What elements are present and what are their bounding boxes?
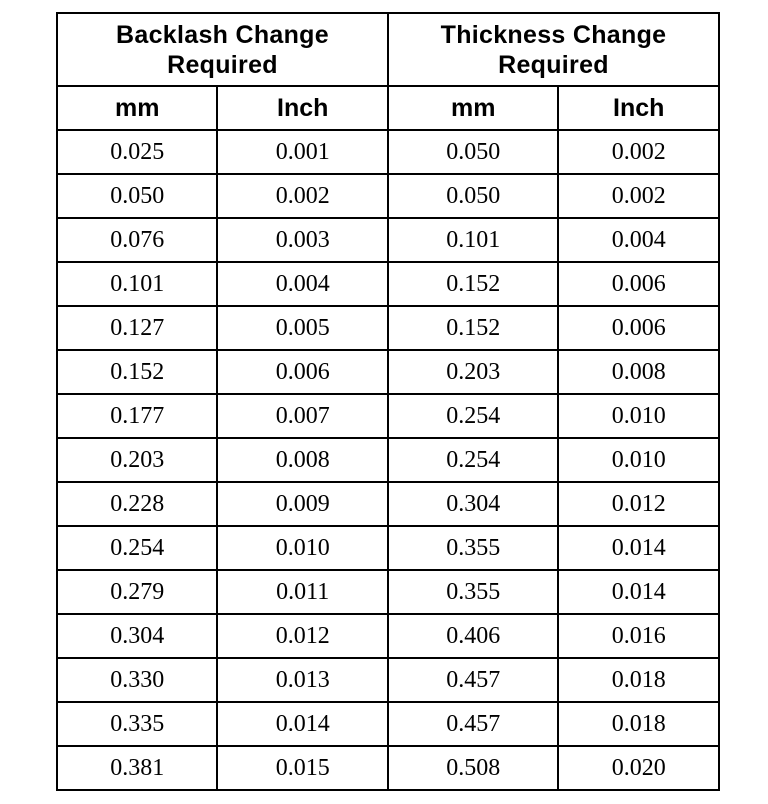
thickness-inch-cell: 0.002 — [558, 130, 719, 174]
conversion-table-container — [56, 12, 720, 791]
backlash-change-header — [57, 13, 388, 86]
thickness-inch-cell: 0.002 — [558, 174, 719, 218]
backlash-inch-cell: 0.015 — [217, 746, 388, 790]
backlash-inch-cell: 0.006 — [217, 350, 388, 394]
table-row — [57, 702, 719, 746]
backlash-thickness-table — [56, 12, 720, 791]
backlash-inch-cell: 0.003 — [217, 218, 388, 262]
backlash-inch-cell: 0.008 — [217, 438, 388, 482]
thickness-mm-cell: 0.152 — [388, 262, 559, 306]
thickness-mm-cell: 0.050 — [388, 130, 559, 174]
thickness-mm-cell: 0.355 — [388, 526, 559, 570]
thickness-mm-cell: 0.050 — [388, 174, 559, 218]
thickness-inch-cell: 0.016 — [558, 614, 719, 658]
backlash-mm-cell: 0.127 — [57, 306, 217, 350]
backlash-inch-cell: 0.012 — [217, 614, 388, 658]
backlash-inch-cell: 0.014 — [217, 702, 388, 746]
backlash-inch-cell: 0.004 — [217, 262, 388, 306]
backlash-inch-cell: 0.002 — [217, 174, 388, 218]
backlash-mm-cell: 0.025 — [57, 130, 217, 174]
thickness-header-line1: Thickness Change — [440, 20, 667, 49]
thickness-mm-cell: 0.406 — [388, 614, 559, 658]
thickness-inch-cell: 0.014 — [558, 526, 719, 570]
table-row — [57, 658, 719, 702]
table-row — [57, 614, 719, 658]
thickness-header-line2: Required — [498, 50, 609, 79]
backlash-inch-cell: 0.007 — [217, 394, 388, 438]
backlash-mm-header: mm — [57, 86, 217, 130]
thickness-inch-cell: 0.008 — [558, 350, 719, 394]
backlash-inch-cell: 0.001 — [217, 130, 388, 174]
thickness-inch-cell: 0.006 — [558, 306, 719, 350]
table-row — [57, 130, 719, 174]
backlash-header-line2: Required — [167, 50, 278, 79]
table-body — [57, 130, 719, 790]
thickness-inch-cell: 0.018 — [558, 658, 719, 702]
thickness-mm-cell: 0.254 — [388, 394, 559, 438]
backlash-header-line1: Backlash Change — [116, 20, 329, 49]
thickness-mm-cell: 0.254 — [388, 438, 559, 482]
table-row — [57, 350, 719, 394]
table-row — [57, 218, 719, 262]
backlash-mm-cell: 0.177 — [57, 394, 217, 438]
backlash-inch-cell: 0.009 — [217, 482, 388, 526]
thickness-inch-cell: 0.006 — [558, 262, 719, 306]
thickness-inch-header: Inch — [558, 86, 719, 130]
backlash-mm-cell: 0.254 — [57, 526, 217, 570]
thickness-inch-cell: 0.020 — [558, 746, 719, 790]
table-row — [57, 394, 719, 438]
backlash-inch-header: Inch — [217, 86, 388, 130]
group-header-row — [57, 13, 719, 86]
table-row — [57, 174, 719, 218]
thickness-inch-cell: 0.012 — [558, 482, 719, 526]
backlash-mm-cell: 0.304 — [57, 614, 217, 658]
table-row — [57, 482, 719, 526]
thickness-mm-cell: 0.101 — [388, 218, 559, 262]
backlash-mm-cell: 0.335 — [57, 702, 217, 746]
backlash-inch-cell: 0.011 — [217, 570, 388, 614]
thickness-mm-cell: 0.508 — [388, 746, 559, 790]
thickness-mm-header: mm — [388, 86, 559, 130]
backlash-mm-cell: 0.228 — [57, 482, 217, 526]
thickness-mm-cell: 0.203 — [388, 350, 559, 394]
backlash-mm-cell: 0.076 — [57, 218, 217, 262]
thickness-mm-cell: 0.152 — [388, 306, 559, 350]
table-row — [57, 262, 719, 306]
backlash-mm-cell: 0.050 — [57, 174, 217, 218]
table-row — [57, 306, 719, 350]
backlash-inch-cell: 0.005 — [217, 306, 388, 350]
backlash-mm-cell: 0.152 — [57, 350, 217, 394]
thickness-mm-cell: 0.304 — [388, 482, 559, 526]
thickness-mm-cell: 0.457 — [388, 658, 559, 702]
backlash-mm-cell: 0.203 — [57, 438, 217, 482]
thickness-inch-cell: 0.018 — [558, 702, 719, 746]
thickness-inch-cell: 0.014 — [558, 570, 719, 614]
table-row — [57, 526, 719, 570]
table-row — [57, 570, 719, 614]
unit-header-row — [57, 86, 719, 130]
thickness-inch-cell: 0.004 — [558, 218, 719, 262]
thickness-inch-cell: 0.010 — [558, 394, 719, 438]
backlash-mm-cell: 0.381 — [57, 746, 217, 790]
thickness-mm-cell: 0.355 — [388, 570, 559, 614]
table-row — [57, 746, 719, 790]
backlash-inch-cell: 0.010 — [217, 526, 388, 570]
table-row — [57, 438, 719, 482]
backlash-mm-cell: 0.279 — [57, 570, 217, 614]
thickness-inch-cell: 0.010 — [558, 438, 719, 482]
backlash-inch-cell: 0.013 — [217, 658, 388, 702]
backlash-mm-cell: 0.101 — [57, 262, 217, 306]
thickness-change-header — [388, 13, 719, 86]
backlash-mm-cell: 0.330 — [57, 658, 217, 702]
thickness-mm-cell: 0.457 — [388, 702, 559, 746]
